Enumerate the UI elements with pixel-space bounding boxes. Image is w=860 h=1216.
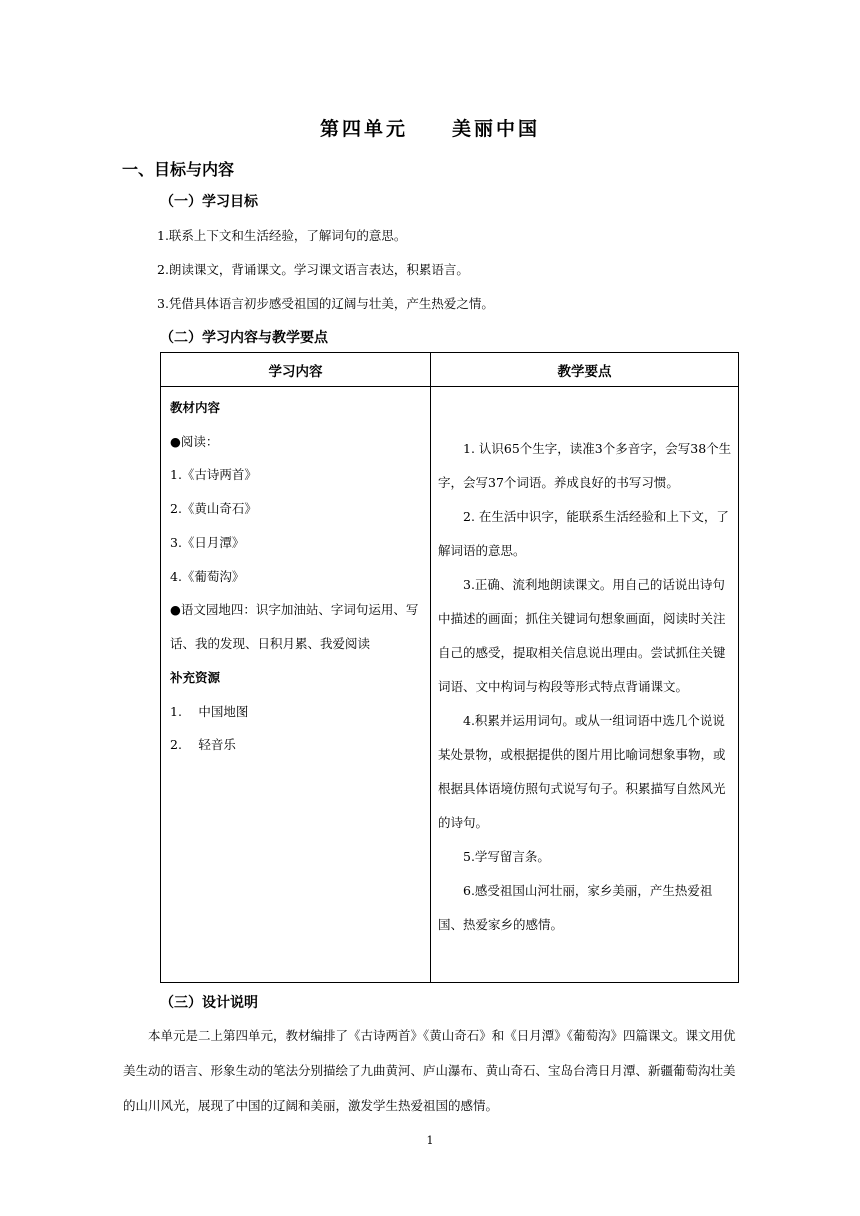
list-item: 3.《日月潭》 [170, 535, 245, 550]
teaching-point: 3.正确、流利地朗读课文。用自己的话说出诗句中描述的画面；抓住关键词句想象画面，阅读时关注自己的感受，提取相关信息说出理由。尝试抓住关键词语、文中构词与构段等形式特点背诵课文。 [438, 577, 726, 694]
list-item: ●语文园地四：识字加油站、字词句运用、写 [170, 602, 419, 617]
teaching-point: 2. 在生活中识字，能联系生活经验和上下文，了解词语的意思。 [438, 509, 729, 558]
page-number: 1 [426, 1134, 434, 1147]
design-notes-paragraph: 本单元是二上第四单元，教材编排了《古诗两首》《黄山奇石》和《日月潭》《葡萄沟》四篇课文。课文用优美生动的语言、形象生动的笔法分别描绘了九曲黄河、庐山瀑布、黄山奇石、宝岛台湾日月潭、新疆葡萄沟壮美的山川风光，展现了中国的辽阔和美丽，激发学生热爱祖国的感情。 [123, 1028, 736, 1113]
list-item: ●阅读： [170, 434, 219, 449]
list-item: 2.《黄山奇石》 [170, 501, 257, 516]
teaching-point: 6.感受祖国山河壮丽，家乡美丽，产生热爱祖国、热爱家乡的感情。 [438, 883, 713, 932]
objective-item: 2.朗读课文，背诵课文。学习课文语言表达，积累语言。 [157, 262, 469, 277]
page-title: 第四单元 美丽中国 [319, 118, 540, 140]
table-row [161, 387, 739, 983]
list-item: 教材内容 [170, 400, 221, 415]
subheading-design-notes: （三）设计说明 [160, 995, 258, 1011]
list-item: 2. 轻音乐 [170, 737, 236, 752]
teaching-point: 5.学写留言条。 [463, 849, 550, 864]
teaching-point: 1. 认识65个生字，读准3个多音字，会写38个生字，会写37个词语。养成良好的书写习惯。 [438, 441, 732, 490]
header-teaching-points: 教学要点 [431, 353, 739, 387]
section-heading-goals: 一、目标与内容 [122, 160, 235, 179]
subheading-learning-goals: （一）学习目标 [160, 194, 258, 210]
objective-item: 1.联系上下文和生活经验，了解词句的意思。 [157, 228, 407, 243]
header-learning-content: 学习内容 [161, 353, 431, 387]
list-item: 补充资源 [170, 670, 221, 685]
content-table [160, 352, 739, 983]
table-header-row [161, 353, 739, 387]
teaching-point: 4.积累并运用词句。或从一组词语中选几个说说某处景物，或根据提供的图片用比喻词想象事物，或根据具体语境仿照句式说写句子。积累描写自然风光的诗句。 [438, 713, 726, 830]
list-item: 4.《葡萄沟》 [170, 569, 245, 584]
list-item: 话、我的发现、日积月累、我爱阅读 [170, 636, 371, 651]
teaching-points-cell [431, 387, 739, 983]
subheading-content-points: （二）学习内容与教学要点 [160, 330, 328, 346]
objective-item: 3.凭借具体语言初步感受祖国的辽阔与壮美，产生热爱之情。 [157, 296, 494, 311]
learning-content-cell [161, 387, 431, 983]
list-item: 1.《古诗两首》 [170, 467, 257, 482]
list-item: 1. 中国地图 [170, 704, 249, 719]
